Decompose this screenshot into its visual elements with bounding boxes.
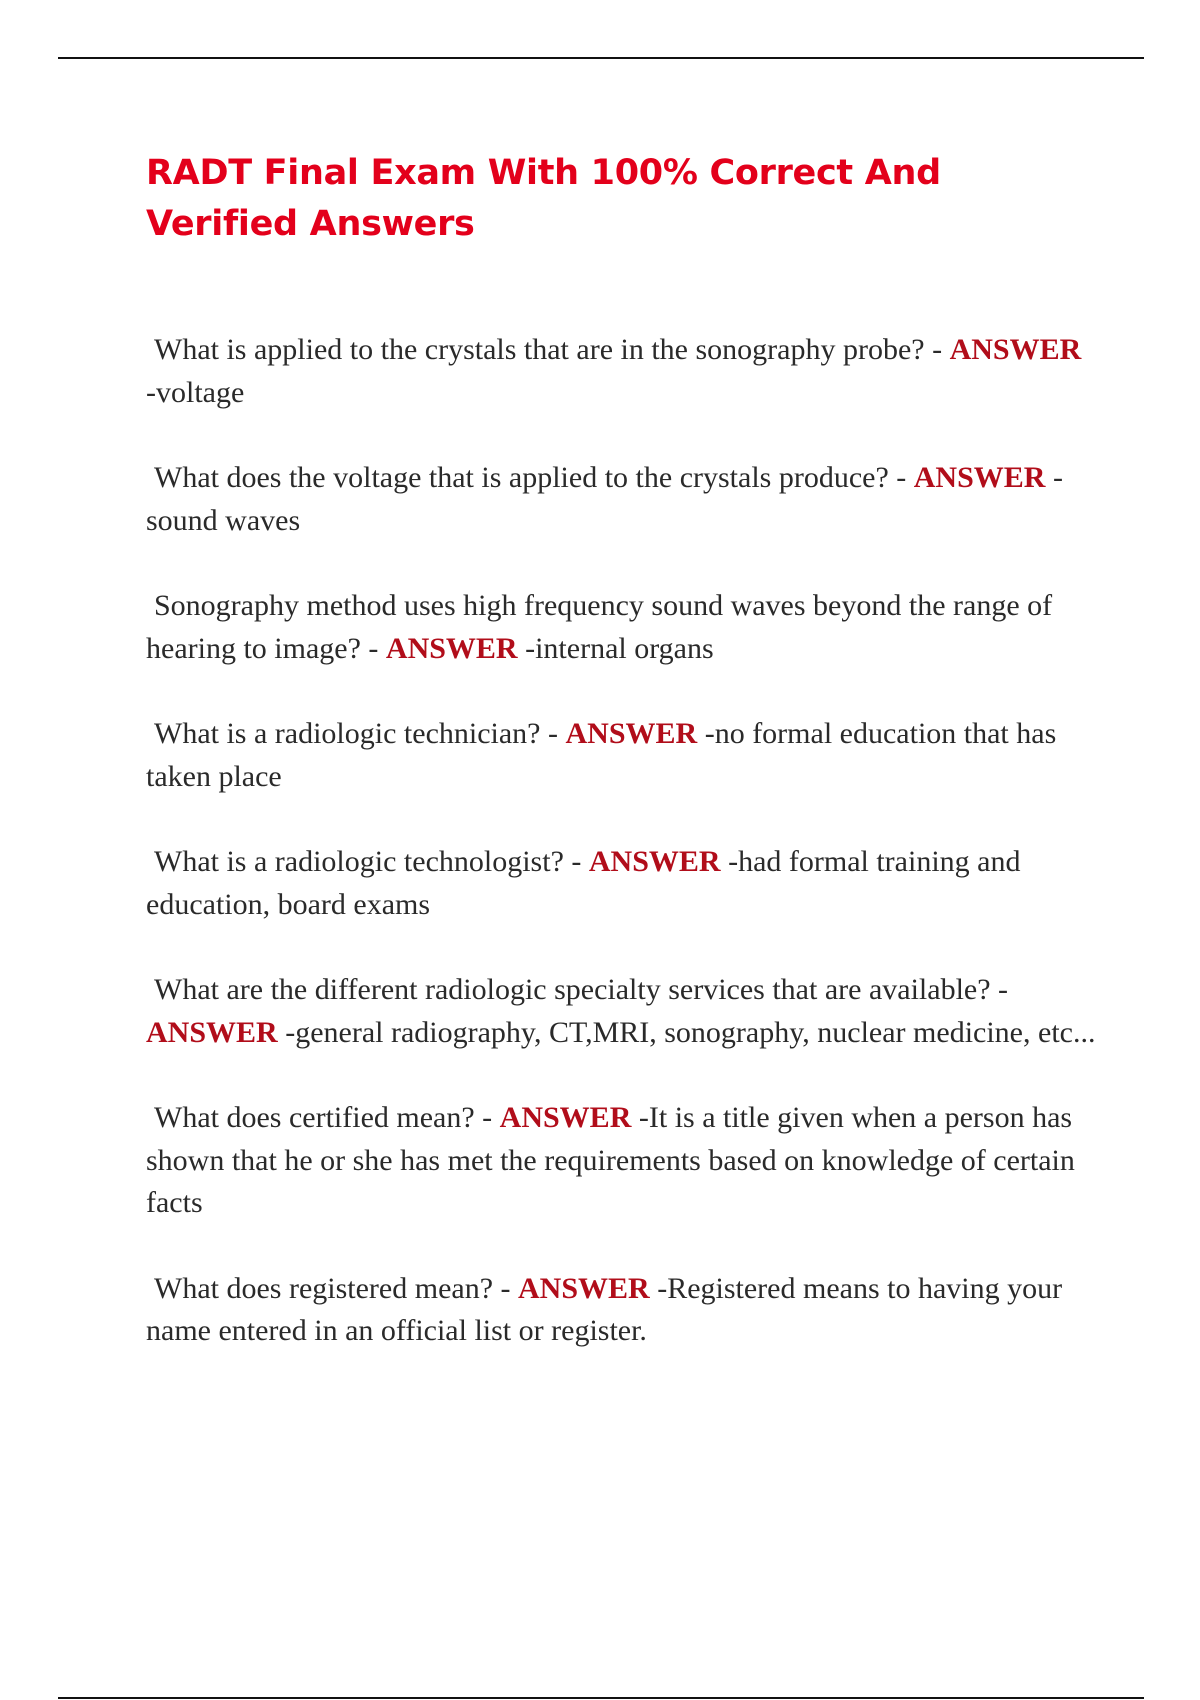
answer-label: ANSWER [913, 461, 1046, 494]
bottom-divider [58, 1697, 1144, 1699]
answer-text: -voltage [146, 375, 245, 409]
answer-label: ANSWER [385, 631, 518, 665]
top-divider [58, 57, 1144, 59]
answer-text: -internal organs [525, 631, 714, 665]
answer-label: ANSWER [588, 845, 721, 878]
answer-label: ANSWER [518, 1271, 650, 1305]
answer-text: -sound waves [146, 461, 1063, 537]
answer-label: ANSWER [565, 717, 698, 750]
question-text: What is applied to the crystals that are in the sonography probe? - [154, 333, 943, 366]
question-text: What does the voltage that is applied to the crystals produce? - [154, 461, 907, 494]
answer-label: ANSWER [949, 333, 1082, 366]
question-text: What is a radiologic technologist? - [154, 845, 582, 878]
question-text: What does registered mean? - [154, 1271, 511, 1305]
question-text: What does certified mean? - [154, 1101, 493, 1134]
question-text: Sonography method uses high frequency sound waves beyond the range of hearing to image? - [146, 589, 1053, 665]
answer-label: ANSWER [146, 1015, 278, 1049]
qa-item [146, 969, 1096, 1054]
qa-item [146, 1097, 1096, 1225]
answer-text: -It is a title given when a person has shown that he or she has met the requirements based on knowledge of certain facts [146, 1101, 1075, 1219]
answer-text: -Registered means to having your name entered in an official list or register. [146, 1271, 1063, 1347]
document-title: RADT Final Exam With 100% Correct And Verified Answers [146, 153, 941, 244]
question-text: What are the different radiologic specialty services that are available? - [154, 973, 1009, 1006]
qa-item [146, 329, 1096, 414]
qa-item [146, 713, 1096, 798]
answer-text: -had formal training and education, board exams [146, 845, 1021, 921]
qa-list [146, 329, 1096, 1396]
question-text: What is a radiologic technician? - [154, 717, 558, 750]
qa-item [146, 585, 1096, 670]
answer-text: -no formal education that has taken place [146, 717, 1057, 793]
qa-item [146, 1268, 1096, 1353]
qa-item [146, 841, 1096, 926]
qa-item [146, 457, 1096, 542]
answer-label: ANSWER [499, 1101, 632, 1134]
answer-text: -general radiography, CT,MRI, sonography, nuclear medicine, etc... [285, 1015, 1096, 1049]
